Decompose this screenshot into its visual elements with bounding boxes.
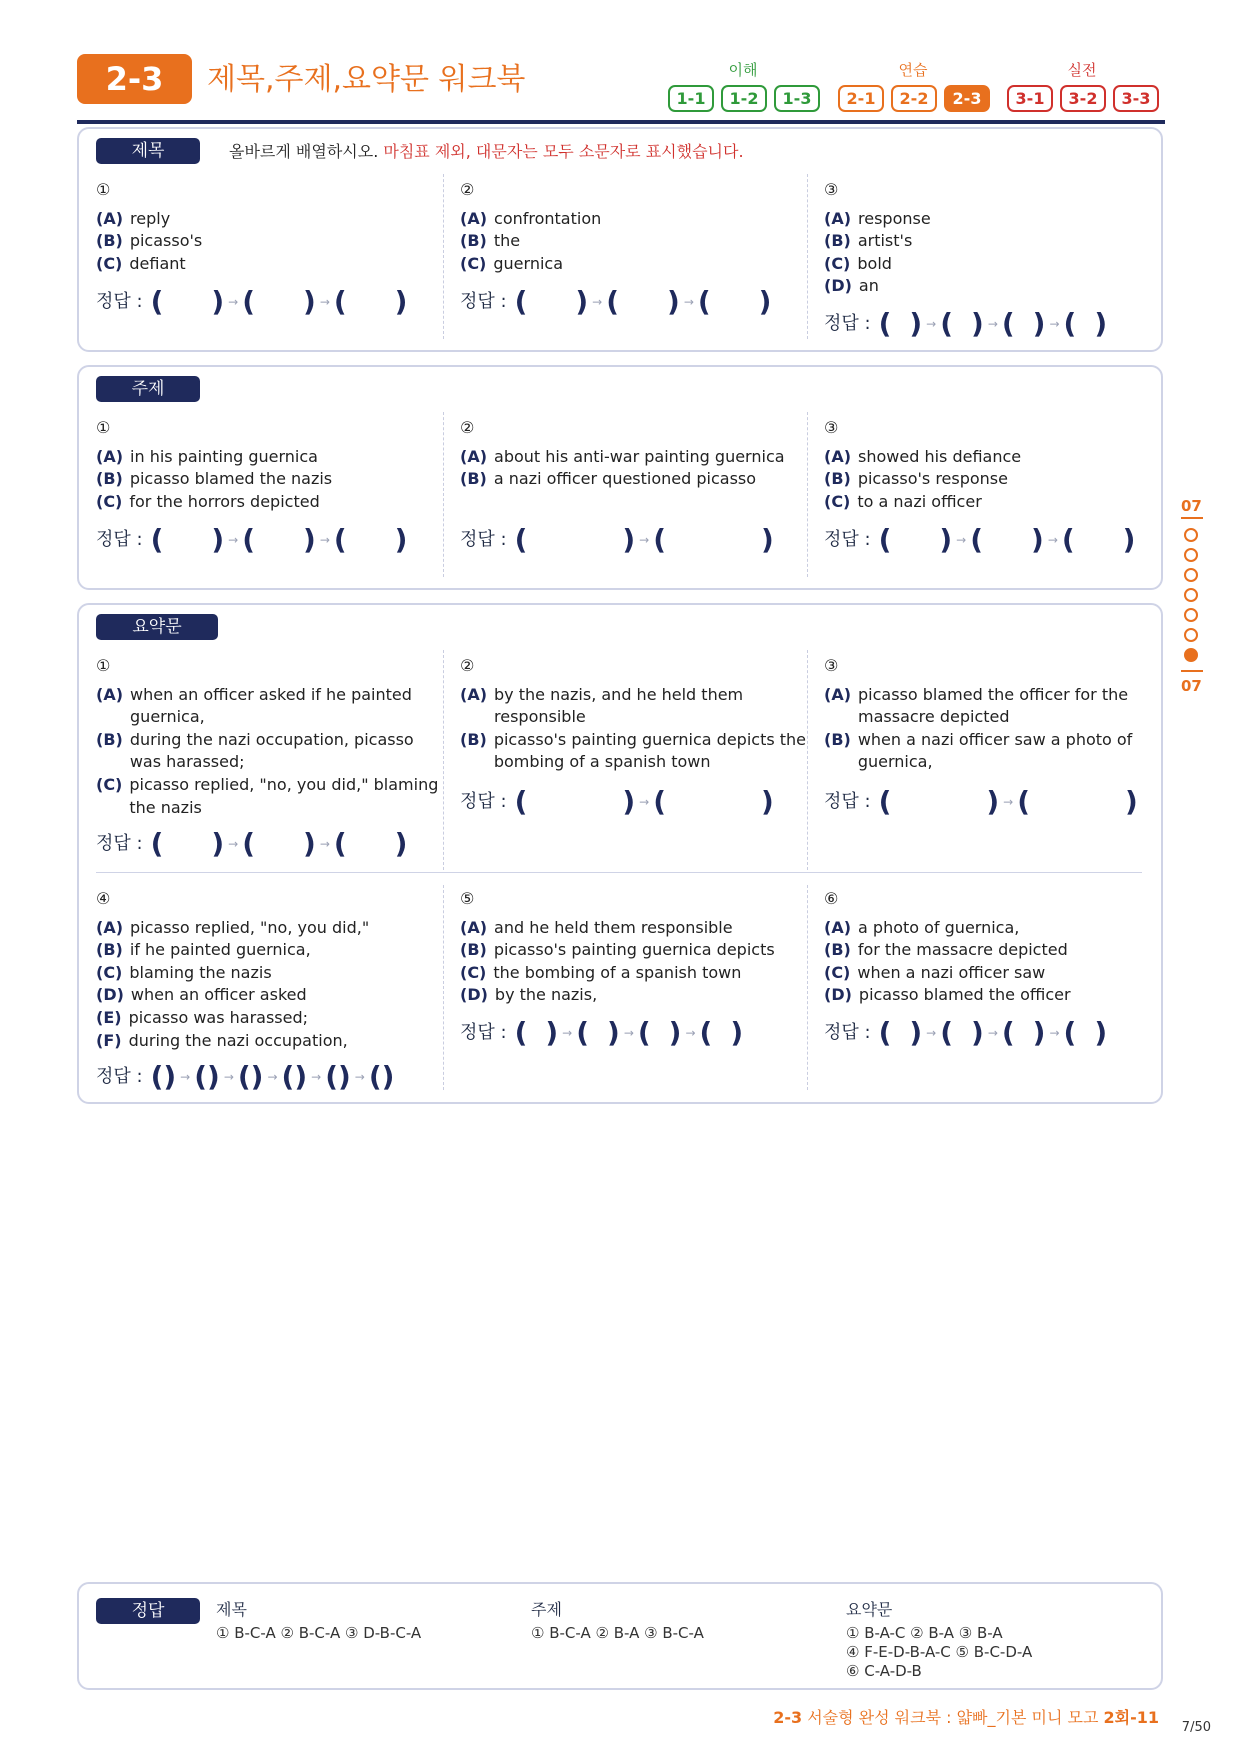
option-b: a nazi officer questioned picasso (493, 469, 757, 489)
level-tab-1-2[interactable]: 1-2 (721, 85, 767, 112)
question-block: ① (A) in his painting guernica (B) picasso blamed the nazis (C) for the horrors depicted (96, 417, 446, 513)
option-a: a photo of guernica, (858, 917, 1020, 937)
option-a: confrontation (494, 208, 602, 228)
level-tab-2-3[interactable]: 2-3 (944, 85, 990, 112)
question-block: ⑥ (A) a photo of guernica, (B) for the massacre depicted (C) when a nazi officer saw (D) picasso blamed the officer (824, 888, 1174, 1007)
page-dot[interactable] (1184, 628, 1198, 642)
footer-unit: 2-3 (773, 1708, 803, 1727)
option-b: artist's (857, 231, 913, 251)
option-b: picasso's response (857, 469, 1008, 489)
question-block: ② (A) about his anti-war painting guernica (B) a nazi officer questioned picasso (460, 417, 810, 491)
section-tag-title: 제목 (96, 138, 200, 164)
question-number: ⑥ (824, 889, 839, 908)
answer-line[interactable]: 정답 : ( ) → ( ) (824, 785, 1138, 818)
option-d: picasso blamed the officer (858, 985, 1071, 1005)
question-number: ③ (824, 418, 839, 437)
instruction-text: 올바르게 배열하시오. (229, 142, 379, 161)
answer-key-summary-heading: 요약문 (846, 1600, 893, 1619)
answer-key-summary-line: ① B-A-C ② B-A ③ B-A (846, 1624, 1003, 1642)
option-c: to a nazi officer (857, 491, 982, 511)
footer-round: 2회-11 (1103, 1708, 1159, 1727)
level-tab-3-1[interactable]: 3-1 (1007, 85, 1053, 112)
question-block: ③ (A) response (B) artist's (C) bold (D) an (824, 179, 1174, 298)
option-a: reply (130, 208, 171, 228)
answer-key-title-heading: 제목 (216, 1600, 247, 1619)
answer-line[interactable]: 정답 : () → () → () → () → () → () (96, 1060, 395, 1093)
option-c: blaming the nazis (129, 962, 272, 982)
option-b: during the nazi occupation, picasso was harassed; (129, 729, 414, 772)
question-number: ② (460, 180, 475, 199)
question-block: ② (A) by the nazis, and he held them responsible (B) picasso's painting guernica depicts the bombing of a spanish town (460, 655, 810, 774)
option-a: in his painting guernica (130, 446, 318, 466)
option-b: picasso's (129, 231, 203, 251)
level-tab-1-1[interactable]: 1-1 (668, 85, 714, 112)
category-label-practice: 연습 (898, 61, 928, 79)
option-b: picasso blamed the nazis (129, 469, 333, 489)
option-a: by the nazis, and he held them responsible (494, 684, 744, 727)
summary-section (77, 603, 1163, 1104)
footer-text: 서술형 완성 워크북 : 얇빠_기본 미니 모고 (802, 1708, 1104, 1727)
question-block: ① (A) when an officer asked if he painted guernica, (B) during the nazi occupation, picasso was harassed; (C) picasso replied, "no, you did," blaming the nazis (96, 655, 446, 819)
question-block: ③ (A) picasso blamed the officer for the massacre depicted (B) when a nazi officer saw a photo of guernica, (824, 655, 1174, 774)
page-dot[interactable] (1184, 548, 1198, 562)
page-number: 7/50 (1181, 1720, 1211, 1735)
answer-line[interactable]: 정답 : ( ) → ( ) → ( ) (96, 523, 408, 556)
question-block: ② (A) confrontation (B) the (C) guernica (460, 179, 810, 275)
question-number: ④ (96, 889, 111, 908)
option-b: the (493, 231, 521, 251)
answer-line[interactable]: 정답 : ( ) → ( ) → ( ) → ( ) (824, 1016, 1108, 1049)
answer-line[interactable]: 정답 : ( ) → ( ) → ( ) (824, 523, 1136, 556)
answer-line[interactable]: 정답 : ( ) → ( ) → ( ) (460, 285, 772, 318)
answer-line[interactable]: 정답 : ( ) → ( ) (460, 785, 774, 818)
instruction (229, 139, 744, 162)
page-dot[interactable] (1184, 608, 1198, 622)
answer-key-summary-line: ④ F-E-D-B-A-C ⑤ B-C-D-A (846, 1643, 1033, 1661)
question-block: ⑤ (A) and he held them responsible (B) picasso's painting guernica depicts (C) the bombing of a spanish town (D) by the nazis, (460, 888, 810, 1007)
side-page-number: 07 (1181, 497, 1202, 515)
page-dot[interactable] (1184, 528, 1198, 542)
level-tab-2-1[interactable]: 2-1 (838, 85, 884, 112)
page-dot[interactable] (1184, 588, 1198, 602)
question-block: ③ (A) showed his defiance (B) picasso's response (C) to a nazi officer (824, 417, 1174, 513)
theme-section (77, 365, 1163, 590)
answer-key-tag: 정답 (96, 1598, 200, 1624)
option-b: picasso's painting guernica depicts (493, 940, 775, 960)
level-tab-3-2[interactable]: 3-2 (1060, 85, 1106, 112)
answer-line[interactable]: 정답 : ( ) → ( ) → ( ) → ( ) (460, 1016, 744, 1049)
answer-key-theme-values: ① B-C-A ② B-A ③ B-C-A (531, 1624, 704, 1642)
option-a: about his anti-war painting guernica (494, 446, 785, 466)
page-title: 제목,주제,요약문 워크북 (207, 62, 526, 97)
answer-line[interactable]: 정답 : ( ) → ( ) (460, 523, 774, 556)
option-b: when a nazi officer saw a photo of guernica, (857, 729, 1133, 772)
question-number: ⑤ (460, 889, 475, 908)
option-b: for the massacre depicted (857, 940, 1068, 960)
option-c: when a nazi officer saw (857, 962, 1046, 982)
option-d: by the nazis, (494, 985, 598, 1005)
option-f: during the nazi occupation, (128, 1030, 348, 1050)
footer (773, 1705, 1159, 1728)
question-number: ③ (824, 656, 839, 675)
question-block: ① (A) reply (B) picasso's (C) defiant (96, 179, 446, 275)
option-c: bold (857, 253, 892, 273)
answer-line[interactable]: 정답 : ( ) → ( ) → ( ) → ( ) (824, 307, 1108, 340)
question-number: ① (96, 180, 111, 199)
question-number: ③ (824, 180, 839, 199)
option-c: defiant (129, 253, 186, 273)
level-tab-2-2[interactable]: 2-2 (891, 85, 937, 112)
option-c: guernica (493, 253, 563, 273)
question-number: ① (96, 656, 111, 675)
side-page-number: 07 (1181, 677, 1202, 695)
answer-key-panel (77, 1582, 1163, 1690)
option-b: if he painted guernica, (129, 940, 311, 960)
question-number: ② (460, 656, 475, 675)
question-number: ② (460, 418, 475, 437)
option-a: and he held them responsible (494, 917, 733, 937)
question-block: ④ (A) picasso replied, "no, you did," (B) if he painted guernica, (C) blaming the nazis (D) when an officer asked (E) picasso was harassed; (F) during the nazi occupation, (96, 888, 446, 1052)
option-d: an (858, 276, 879, 296)
option-a: showed his defiance (858, 446, 1022, 466)
option-a: picasso blamed the officer for the massacre depicted (858, 684, 1129, 727)
option-d: when an officer asked (130, 985, 307, 1005)
answer-key-title-values: ① B-C-A ② B-C-A ③ D-B-C-A (216, 1624, 422, 1642)
option-a: picasso replied, "no, you did," (130, 917, 370, 937)
section-tag-summary: 요약문 (96, 614, 218, 640)
answer-line[interactable]: 정답 : ( ) → ( ) → ( ) (96, 285, 408, 318)
row-divider (96, 872, 1142, 873)
page-dot-active[interactable] (1184, 648, 1198, 662)
instruction-note: 마침표 제외, 대문자는 모두 소문자로 표시했습니다. (378, 142, 744, 161)
category-label-understand: 이해 (728, 61, 758, 79)
option-a: when an officer asked if he painted guernica, (130, 684, 412, 727)
page-dot[interactable] (1184, 568, 1198, 582)
option-a: response (858, 208, 931, 228)
answer-line[interactable]: 정답 : ( ) → ( ) → ( ) (96, 827, 408, 860)
side-line (1181, 517, 1203, 519)
unit-badge: 2-3 (77, 54, 192, 104)
side-line (1181, 670, 1203, 672)
option-c: for the horrors depicted (129, 491, 320, 511)
level-tab-1-3[interactable]: 1-3 (774, 85, 820, 112)
answer-key-summary-line: ⑥ C-A-D-B (846, 1662, 922, 1680)
answer-key-theme-heading: 주제 (531, 1600, 562, 1619)
answer-label: 정답 : (96, 290, 143, 312)
section-tag-theme: 주제 (96, 376, 200, 402)
option-e: picasso was harassed; (128, 1007, 309, 1027)
option-c: the bombing of a spanish town (493, 962, 742, 982)
option-b: picasso's painting guernica depicts the bombing of a spanish town (493, 729, 807, 772)
option-c: picasso replied, "no, you did," blaming the nazis (129, 774, 439, 817)
category-label-real: 실전 (1067, 61, 1097, 79)
level-tab-3-3[interactable]: 3-3 (1113, 85, 1159, 112)
header-rule (77, 120, 1165, 124)
question-number: ① (96, 418, 111, 437)
title-section (77, 127, 1163, 352)
